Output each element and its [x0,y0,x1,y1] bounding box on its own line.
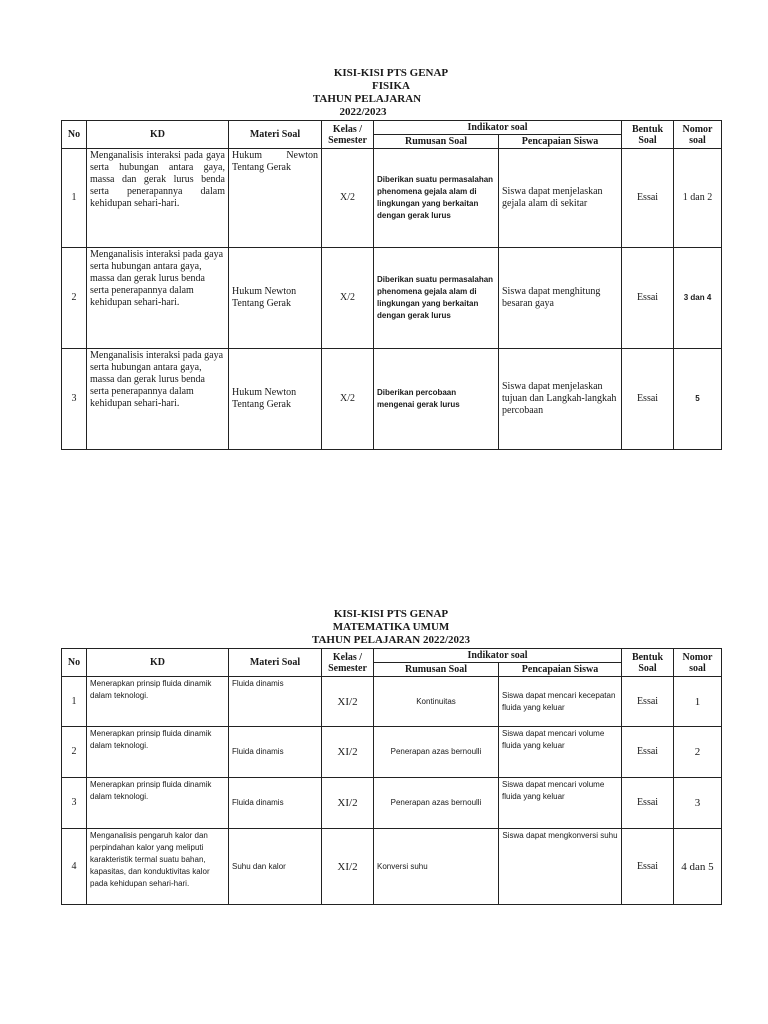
header-kelas: Kelas / Semester [322,121,374,149]
cell-bentuk: Essai [622,248,674,349]
cell-kelas: X/2 [322,349,374,450]
header-materi: Materi Soal [229,121,322,149]
header-pencapaian: Pencapaian Siswa [499,663,622,677]
title-line: MATEMATIKA UMUM [332,621,450,633]
header-indikator: Indikator soal [374,121,622,135]
header-kelas: Kelas / Semester [322,649,374,677]
cell-kelas: XI/2 [322,778,374,829]
cell-no: 1 [62,149,87,248]
cell-pencapaian: Siswa dapat mengkonversi suhu [499,829,622,905]
cell-bentuk: Essai [622,677,674,727]
cell-nomor: 4 dan 5 [674,829,722,905]
cell-bentuk: Essai [622,149,674,248]
cell-no: 2 [62,727,87,778]
title-line: KISI-KISI PTS GENAP [333,67,449,79]
table-row [62,829,722,905]
header-rumusan: Rumusan Soal [374,135,499,149]
cell-kd: Menganalisis interaksi pada gaya serta hubungan antara gaya, massa dan gerak lurus benda serta penerapannya dalam kehidupan sehari-hari. [87,149,229,248]
cell-no: 2 [62,248,87,349]
cell-no: 4 [62,829,87,905]
cell-kd: Menganalisis pengaruh kalor dan perpindahan kalor yang meliputi karakteristik termal suatu bahan, kapasitas, dan konduktivitas kalor pada kehidupan sehari-hari. [87,829,229,905]
cell-materi: Fluida dinamis [229,778,322,829]
cell-bentuk: Essai [622,349,674,450]
cell-nomor: 1 dan 2 [674,149,722,248]
cell-kd: Menerapkan prinsip fluida dinamik dalam teknologi. [87,727,229,778]
cell-materi: Fluida dinamis [229,677,322,727]
cell-kelas: XI/2 [322,829,374,905]
cell-no: 1 [62,677,87,727]
header-kd: KD [87,121,229,149]
header-no: No [62,649,87,677]
fisika-section [61,67,721,450]
title-line: KISI-KISI PTS GENAP [333,608,449,620]
table-row [62,727,722,778]
header-kd: KD [87,649,229,677]
cell-no: 3 [62,778,87,829]
cell-rumusan: Penerapan azas bernoulli [374,727,499,778]
cell-kd: Menerapkan prinsip fluida dinamik dalam teknologi. [87,778,229,829]
cell-pencapaian: Siswa dapat mencari kecepatan fluida yang keluar [499,677,622,727]
table-row [62,248,722,349]
cell-no: 3 [62,349,87,450]
header-bentuk: Bentuk Soal [622,649,674,677]
header-materi: Materi Soal [229,649,322,677]
cell-materi: Suhu dan kalor [229,829,322,905]
cell-rumusan: Diberikan suatu permasalahan phenomena gejala alam di lingkungan yang berkaitan dengan gerak lurus [374,248,499,349]
table-row [62,778,722,829]
cell-nomor: 3 [674,778,722,829]
table-row [62,677,722,727]
cell-rumusan: Diberikan suatu permasalahan phenomena gejala alam di lingkungan yang berkaitan dengan gerak lurus [374,149,499,248]
fisika-title [61,67,721,119]
cell-materi: Hukum Newton Tentang Gerak [229,349,322,450]
header-pencapaian: Pencapaian Siswa [499,135,622,149]
header-nomor: Nomor soal [674,649,722,677]
cell-materi: Hukum Newton Tentang Gerak [229,149,322,248]
cell-bentuk: Essai [622,829,674,905]
cell-pencapaian: Siswa dapat menghitung besaran gaya [499,248,622,349]
cell-materi: Hukum Newton Tentang Gerak [229,248,322,349]
table-row [62,149,722,248]
cell-pencapaian: Siswa dapat mencari volume fluida yang keluar [499,778,622,829]
header-nomor: Nomor soal [674,121,722,149]
title-line: TAHUN PELAJARAN [312,93,422,105]
cell-rumusan: Diberikan percobaan mengenai gerak lurus [374,349,499,450]
cell-pencapaian: Siswa dapat menjelaskan gejala alam di sekitar [499,149,622,248]
matematika-table [61,648,722,905]
cell-rumusan: Kontinuitas [374,677,499,727]
title-line: 2022/2023 [339,106,387,118]
cell-rumusan: Konversi suhu [374,829,499,905]
header-indikator: Indikator soal [374,649,622,663]
cell-nomor: 3 dan 4 [674,248,722,349]
header-bentuk: Bentuk Soal [622,121,674,149]
cell-nomor: 1 [674,677,722,727]
matematika-title [61,608,721,647]
header-no: No [62,121,87,149]
cell-nomor: 2 [674,727,722,778]
cell-pencapaian: Siswa dapat menjelaskan tujuan dan Langkah-langkah percobaan [499,349,622,450]
cell-kelas: X/2 [322,149,374,248]
header-rumusan: Rumusan Soal [374,663,499,677]
cell-pencapaian: Siswa dapat mencari volume fluida yang keluar [499,727,622,778]
title-line: FISIKA [372,80,410,92]
cell-nomor: 5 [674,349,722,450]
fisika-table [61,120,722,450]
table-row [62,349,722,450]
cell-bentuk: Essai [622,727,674,778]
matematika-section [61,608,721,905]
cell-bentuk: Essai [622,778,674,829]
cell-kd: Menganalisis interaksi pada gaya serta hubungan antara gaya, massa dan gerak lurus benda serta penerapannya dalam kehidupan sehari-hari. [87,248,229,349]
title-line: TAHUN PELAJARAN 2022/2023 [311,634,471,646]
cell-rumusan: Penerapan azas bernoulli [374,778,499,829]
cell-kelas: XI/2 [322,677,374,727]
cell-materi: Fluida dinamis [229,727,322,778]
cell-kd: Menganalisis interaksi pada gaya serta hubungan antara gaya, massa dan gerak lurus benda serta penerapannya dalam kehidupan sehari-hari. [87,349,229,450]
cell-kelas: XI/2 [322,727,374,778]
cell-kd: Menerapkan prinsip fluida dinamik dalam teknologi. [87,677,229,727]
cell-kelas: X/2 [322,248,374,349]
